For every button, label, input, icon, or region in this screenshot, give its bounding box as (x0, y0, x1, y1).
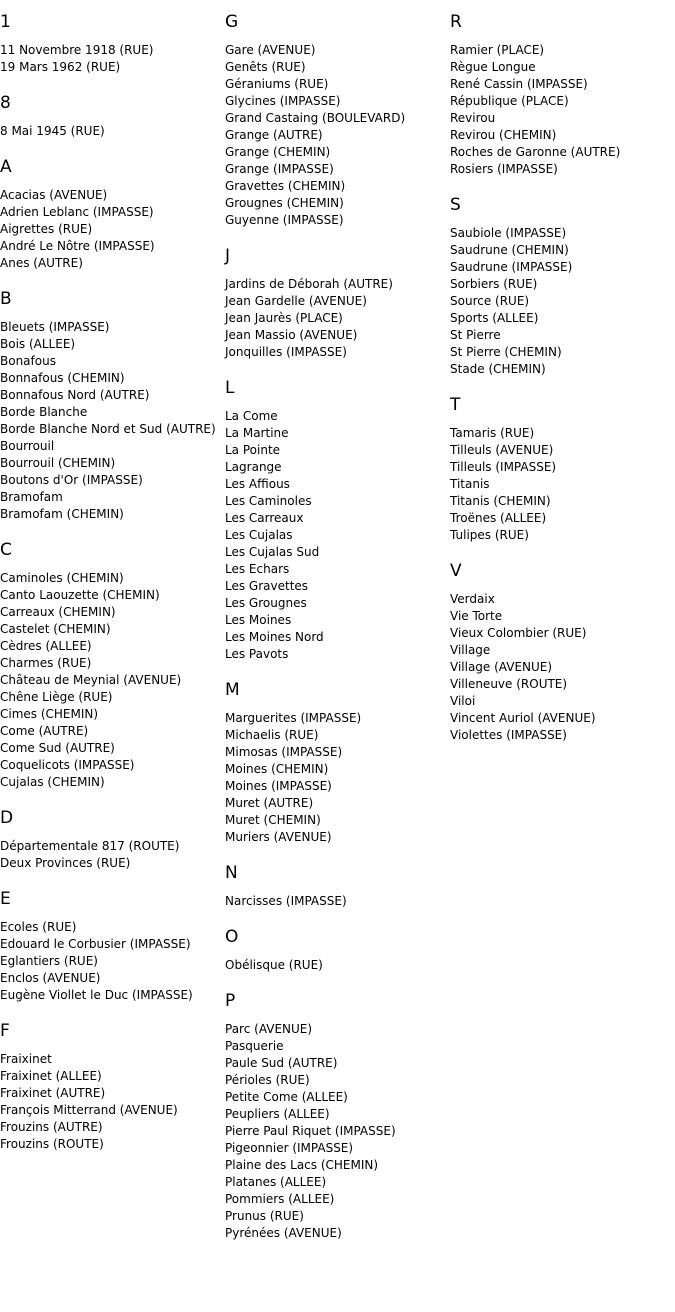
street-name: St Pierre (CHEMIN) (450, 345, 562, 359)
street-name: André Le Nôtre (IMPASSE) (0, 239, 155, 253)
street-name: Muret (AUTRE) (225, 796, 314, 810)
street-name: Glycines (IMPASSE) (225, 94, 341, 108)
street-list (0, 123, 224, 140)
street-name: Cèdres (ALLEE) (0, 639, 92, 653)
street-index-column-2 (225, 0, 449, 1259)
section-letter-heading: A (0, 157, 12, 177)
street-name: Sports (ALLEE) (450, 311, 539, 325)
street-name: Revirou (450, 111, 496, 125)
street-name: Adrien Leblanc (IMPASSE) (0, 205, 154, 219)
street-name: Ecoles (RUE) (0, 920, 77, 934)
letter-section (225, 680, 449, 846)
street-name: Fraixinet (ALLEE) (0, 1069, 102, 1083)
street-name: Bonnafous Nord (AUTRE) (0, 388, 150, 402)
street-name: Prunus (RUE) (225, 1209, 304, 1223)
street-name: Les Moines (225, 613, 292, 627)
letter-section (450, 395, 674, 544)
street-name: Saubiole (IMPASSE) (450, 226, 567, 240)
street-name: Géraniums (RUE) (225, 77, 329, 91)
section-letter-heading: E (0, 889, 11, 909)
street-name: La Come (225, 409, 278, 423)
street-name: République (PLACE) (450, 94, 569, 108)
street-name: Anes (AUTRE) (0, 256, 83, 270)
street-name: Gravettes (CHEMIN) (225, 179, 346, 193)
section-letter-heading: 1 (0, 12, 11, 32)
street-name: Bonafous (0, 354, 56, 368)
street-list (225, 1021, 449, 1242)
street-name: Mimosas (IMPASSE) (225, 745, 343, 759)
street-name: Bonnafous (CHEMIN) (0, 371, 125, 385)
street-name: Obélisque (RUE) (225, 958, 323, 972)
street-name: Grange (CHEMIN) (225, 145, 331, 159)
letter-section (0, 1021, 224, 1153)
street-name: Les Affious (225, 477, 290, 491)
street-name: Frouzins (AUTRE) (0, 1120, 103, 1134)
street-name: Saudrune (CHEMIN) (450, 243, 569, 257)
street-name: Jean Jaurès (PLACE) (225, 311, 343, 325)
street-name: Parc (AVENUE) (225, 1022, 313, 1036)
street-name: Titanis (450, 477, 490, 491)
street-name: René Cassin (IMPASSE) (450, 77, 588, 91)
street-name: Villeneuve (ROUTE) (450, 677, 568, 691)
letter-section (0, 12, 224, 76)
letter-section (450, 561, 674, 744)
street-name: Coquelicots (IMPASSE) (0, 758, 135, 772)
street-name: Pasquerie (225, 1039, 284, 1053)
street-name: Fraixinet (AUTRE) (0, 1086, 106, 1100)
street-name: Bleuets (IMPASSE) (0, 320, 110, 334)
street-list (450, 225, 674, 378)
street-name: Jean Gardelle (AVENUE) (225, 294, 367, 308)
street-name: Bramofam (0, 490, 63, 504)
street-name: Ramier (PLACE) (450, 43, 545, 57)
section-letter-heading: G (225, 12, 239, 32)
street-name: Titanis (CHEMIN) (450, 494, 551, 508)
street-name: Les Cujalas Sud (225, 545, 320, 559)
street-name: Come Sud (AUTRE) (0, 741, 115, 755)
street-name: Bourrouil (0, 439, 55, 453)
street-name: Source (RUE) (450, 294, 530, 308)
street-name: Saudrune (IMPASSE) (450, 260, 573, 274)
letter-section (0, 289, 224, 523)
street-name: Marguerites (IMPASSE) (225, 711, 362, 725)
street-name: Genêts (RUE) (225, 60, 306, 74)
street-name: Narcisses (IMPASSE) (225, 894, 347, 908)
street-list (0, 42, 224, 76)
letter-section (0, 540, 224, 791)
letter-section (450, 12, 674, 178)
street-list (0, 319, 224, 523)
street-name: La Pointe (225, 443, 281, 457)
street-name: Château de Meynial (AVENUE) (0, 673, 182, 687)
street-name: Acacias (AVENUE) (0, 188, 108, 202)
street-name: Caminoles (CHEMIN) (0, 571, 124, 585)
street-name: Canto Laouzette (CHEMIN) (0, 588, 160, 602)
street-name: Vincent Auriol (AVENUE) (450, 711, 596, 725)
street-name: Pommiers (ALLEE) (225, 1192, 335, 1206)
street-name: Boutons d'Or (IMPASSE) (0, 473, 143, 487)
street-name: Rosiers (IMPASSE) (450, 162, 558, 176)
street-name: Eugène Viollet le Duc (IMPASSE) (0, 988, 193, 1002)
street-list (0, 570, 224, 791)
street-name: Règue Longue (450, 60, 536, 74)
street-list (225, 710, 449, 846)
street-name: Platanes (ALLEE) (225, 1175, 327, 1189)
street-name: Bourrouil (CHEMIN) (0, 456, 116, 470)
street-name: Carreaux (CHEMIN) (0, 605, 116, 619)
street-name: Guyenne (IMPASSE) (225, 213, 344, 227)
street-name: La Martine (225, 426, 289, 440)
street-name: Tilleuls (IMPASSE) (450, 460, 557, 474)
street-name: Grand Castaing (BOULEVARD) (225, 111, 406, 125)
street-list (225, 957, 449, 974)
letter-section (450, 195, 674, 378)
street-name: Roches de Garonne (AUTRE) (450, 145, 621, 159)
street-name: Peupliers (ALLEE) (225, 1107, 330, 1121)
section-letter-heading: O (225, 927, 239, 947)
street-name: Tamaris (RUE) (450, 426, 535, 440)
section-letter-heading: L (225, 378, 235, 398)
street-name: Jardins de Déborah (AUTRE) (225, 277, 393, 291)
street-name: Grougnes (CHEMIN) (225, 196, 344, 210)
street-name: Les Cujalas (225, 528, 293, 542)
section-letter-heading: S (450, 195, 461, 215)
street-name: Stade (CHEMIN) (450, 362, 546, 376)
street-name: Pierre Paul Riquet (IMPASSE) (225, 1124, 396, 1138)
street-name: Bois (ALLEE) (0, 337, 76, 351)
street-name: Verdaix (450, 592, 495, 606)
street-name: Départementale 817 (ROUTE) (0, 839, 180, 853)
street-name: Moines (CHEMIN) (225, 762, 329, 776)
street-name: Castelet (CHEMIN) (0, 622, 111, 636)
street-name: St Pierre (450, 328, 501, 342)
street-name: Muriers (AVENUE) (225, 830, 332, 844)
street-name: Les Echars (225, 562, 290, 576)
street-name: Come (AUTRE) (0, 724, 89, 738)
street-name: Pigeonnier (IMPASSE) (225, 1141, 354, 1155)
street-name: Les Pavots (225, 647, 289, 661)
section-letter-heading: F (0, 1021, 10, 1041)
section-letter-heading: T (450, 395, 461, 415)
street-name: Michaelis (RUE) (225, 728, 319, 742)
street-name: Tulipes (RUE) (450, 528, 529, 542)
street-name: 11 Novembre 1918 (RUE) (0, 43, 154, 57)
street-name: Gare (AVENUE) (225, 43, 316, 57)
street-name: Lagrange (225, 460, 282, 474)
street-name: Chêne Liège (RUE) (0, 690, 113, 704)
street-name: Village (AVENUE) (450, 660, 553, 674)
street-name: Pyrénées (AVENUE) (225, 1226, 342, 1240)
section-letter-heading: N (225, 863, 238, 883)
street-index-column-1 (0, 0, 224, 1170)
street-name: Les Moines Nord (225, 630, 324, 644)
street-name: Edouard le Corbusier (IMPASSE) (0, 937, 191, 951)
street-name: Grange (IMPASSE) (225, 162, 334, 176)
street-name: Jonquilles (IMPASSE) (225, 345, 347, 359)
section-letter-heading: D (0, 808, 14, 828)
letter-section (225, 378, 449, 663)
street-name: Violettes (IMPASSE) (450, 728, 567, 742)
letter-section (0, 157, 224, 272)
street-name: Les Carreaux (225, 511, 304, 525)
street-list (0, 838, 224, 872)
street-list (450, 425, 674, 544)
street-name: Frouzins (ROUTE) (0, 1137, 104, 1151)
section-letter-heading: M (225, 680, 240, 700)
street-list (0, 1051, 224, 1153)
street-name: Plaine des Lacs (CHEMIN) (225, 1158, 379, 1172)
street-name: Tilleuls (AVENUE) (450, 443, 554, 457)
section-letter-heading: R (450, 12, 462, 32)
street-name: Les Gravettes (225, 579, 309, 593)
street-name: Bramofam (CHEMIN) (0, 507, 124, 521)
street-name: Borde Blanche (0, 405, 88, 419)
street-name: Sorbiers (RUE) (450, 277, 538, 291)
street-name: Charmes (RUE) (0, 656, 92, 670)
street-list (0, 187, 224, 272)
section-letter-heading: J (225, 246, 231, 266)
street-name: Borde Blanche Nord et Sud (AUTRE) (0, 422, 216, 436)
street-list (225, 42, 449, 229)
letter-section (0, 93, 224, 140)
street-list (0, 919, 224, 1004)
street-name: François Mitterrand (AVENUE) (0, 1103, 178, 1117)
street-name: Fraixinet (0, 1052, 52, 1066)
street-index-column-3 (450, 0, 674, 761)
street-list (450, 591, 674, 744)
street-list (225, 408, 449, 663)
street-name: Grange (AUTRE) (225, 128, 323, 142)
street-name: Cujalas (CHEMIN) (0, 775, 105, 789)
section-letter-heading: V (450, 561, 462, 581)
letter-section (225, 927, 449, 974)
street-name: Moines (IMPASSE) (225, 779, 332, 793)
street-name: 19 Mars 1962 (RUE) (0, 60, 121, 74)
street-name: Jean Massio (AVENUE) (225, 328, 358, 342)
street-name: Vie Torte (450, 609, 503, 623)
street-name: 8 Mai 1945 (RUE) (0, 124, 105, 138)
street-name: Aigrettes (RUE) (0, 222, 93, 236)
section-letter-heading: C (0, 540, 12, 560)
street-name: Enclos (AVENUE) (0, 971, 101, 985)
street-name: Petite Come (ALLEE) (225, 1090, 348, 1104)
street-list (450, 42, 674, 178)
section-letter-heading: 8 (0, 93, 11, 113)
letter-section (225, 12, 449, 229)
street-name: Revirou (CHEMIN) (450, 128, 557, 142)
street-name: Village (450, 643, 491, 657)
street-list (225, 276, 449, 361)
street-name: Deux Provinces (RUE) (0, 856, 131, 870)
street-name: Vieux Colombier (RUE) (450, 626, 587, 640)
street-name: Cimes (CHEMIN) (0, 707, 99, 721)
letter-section (225, 246, 449, 361)
street-name: Troënes (ALLEE) (450, 511, 547, 525)
street-list (225, 893, 449, 910)
letter-section (0, 889, 224, 1004)
street-name: Eglantiers (RUE) (0, 954, 98, 968)
letter-section (225, 991, 449, 1242)
street-name: Muret (CHEMIN) (225, 813, 321, 827)
street-name: Périoles (RUE) (225, 1073, 310, 1087)
letter-section (0, 808, 224, 872)
street-name: Les Grougnes (225, 596, 307, 610)
section-letter-heading: B (0, 289, 12, 309)
section-letter-heading: P (225, 991, 236, 1011)
letter-section (225, 863, 449, 910)
street-name: Viloi (450, 694, 476, 708)
street-name: Les Caminoles (225, 494, 312, 508)
street-name: Paule Sud (AUTRE) (225, 1056, 338, 1070)
